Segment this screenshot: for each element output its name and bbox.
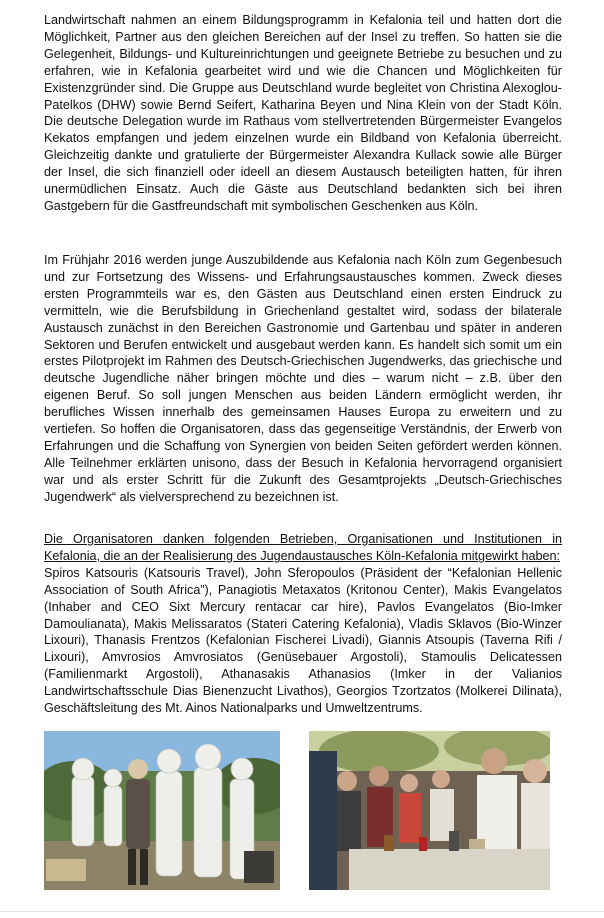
paragraph-exchange-program: Landwirtschaft nahmen an einem Bildungsprogramm in Kefalonia teil und hatten dort die Möglichkeit, Partner aus den gleichen Bereichen auf der Insel zu treffen. So hatten sie die Gelegenheit, Bildungs- und Kultureinrichtungen und geeignete Betriebe zu besuchen und zu erfahren, wie in Kefalonia gearbeitet wird und wie die Chancen und Möglichkeiten für Existenzgründer sind. Die Gruppe aus Deutschland wurde begleitet von Christina Alexoglou-Patelkos (DHW) sowie Bernd Seifert, Katharina Beyen und Nina Klein von der Stadt Köln. Die deutsche Delegation wurde im Rathaus vom stellvertretenden Bürgermeister Evangelos Kekatos empfangen und jedem einzelnen wurde ein Bildband von Kefalonia überreicht. Gleichzeitig dankte und gratulierte der Bürgermeister Alexandra Kullack sowie alle Bürger der Insel, die sich finanziell oder ideell an diesem Austausch beteiligten hatten, für ihren unermüdlichen Einsatz. Auch die Gäste aus Deutschland bedankten sich bei ihren Gastgebern für die Gastfreundschaft mit symbolischen Geschenken aus Köln. [44,13,562,213]
tasting-photo [309,731,550,890]
beekeeping-photo [44,731,280,890]
acknowledgements-heading: Die Organisatoren danken folgenden Betrieben, Organisationen und Institutionen in Kefalonia, die an der Realisierung des Jugendaustausches Köln-Kefalonia mitgewirkt haben: [44,532,562,563]
page-bottom-rule [0,911,604,912]
beekeepers-illustration [44,731,280,890]
acknowledgements-list: Spiros Katsouris (Katsouris Travel), John Sferopoulos (Präsident der “Kefalonian Hellenic Association of South Africa”), Panagiotis Metaxatos (Kritonou Center), Makis Evangelatos (Inhaber and CEO Sixt Mercury rentacar car hire), Pavlos Evangelatos (Bio-Imker Damoulianata), Makis Melissaratos (Stateri Catering Kefalonia), Vladis Sklavos (Bio-Winzer Lixouri), Thanasis Frentzos (Kefalonian Fischerei Livadi), Giannis Atsoupis (Taverna Rifi / Lixouri), Amvrosios Amvrosiatos (Genüsebauer Argostoli), Stamoulis Delicatessen (Familienmarkt Argostoli), Athanasakis Athanasios (Imker in der Valianios Landwirtschaftsschule Dias Bienenzucht Livathos), Georgios Tzortzatos (Molkerei Dilinata), Geschäftsleitung des Mt. Ainos Nationalparks und Umweltzentrums. [44,565,562,716]
group-at-table-illustration [309,731,550,890]
paragraph-return-visit: Im Frühjahr 2016 werden junge Auszubildende aus Kefalonia nach Köln zum Gegenbesuch und zur Fortsetzung des Wissens- und Erfahrungsaustausches kommen. Zweck dieses ersten Programmteils war es, den Gästen aus Deutschland einen ersten Eindruck zu vermitteln, wie die Berufsbildung in Griechenland gestaltet wird, sodass der bilaterale Austausch zunächst in den Bereichen Gastronomie und Gartenbau und später in anderen Sektoren und Berufen entwickelt und ausgebaut werden kann. Es handelt sich somit um ein erstes Pilotprojekt im Rahmen des Deutsch-Griechischen Jugendwerks, das griechische und deutsche Jugendliche näher bringen möchte und dies – warum nicht – z.B. über den eigenen Beruf. So soll jungen Menschen aus beiden Ländern ermöglicht werden, ihr berufliches Wissen innerhalb des gemeinsamen Hauses Europa zu erweitern und zu vertiefen. So hoffen die Organisatoren, dass das gegenseitige Verständnis, der Erwerb von Erfahrungen und die Schaffung von Synergien von beiden Seiten gefördert werden können. Alle Teilnehmer erklärten unisono, dass der Besuch in Kefalonia hervorragend organisiert war und als erster Schritt für die Zukunft des Gesamtprojekts „Deutsch-Griechisches Jugendwerk“ als vielversprechend zu bezeichnen ist. [44,253,562,504]
acknowledgements [44,531,562,717]
